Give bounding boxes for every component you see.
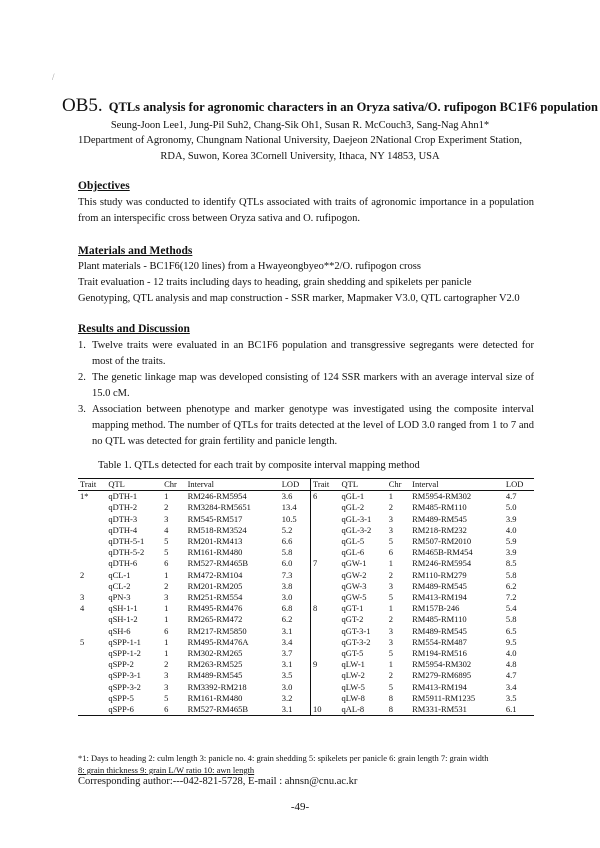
table-cell: 5 (80, 636, 85, 647)
table-cell: 5 (388, 648, 393, 659)
table-cell: RM485-RM110 (412, 502, 467, 513)
abstract-code: OB5. (62, 95, 103, 116)
header-cell: LOD (504, 479, 534, 491)
table-cell: 8 (387, 704, 410, 716)
table-cell: 1 (164, 636, 169, 647)
table-cell (78, 648, 106, 659)
table-cell: 7.2 (505, 592, 517, 603)
table-cell: 1 (164, 614, 169, 625)
table-cell: RM527-RM465B (186, 704, 280, 716)
table-cell: RM507-RM2010 (412, 536, 472, 547)
table-cell: RM263-RM525 (187, 659, 243, 670)
table-cell: 3 (80, 592, 85, 603)
table-row (78, 547, 534, 558)
affiliation-line-1: 1Department of Agronomy, Chungnam National University, Daejeon 2National Crop Experiment Station, (78, 135, 522, 146)
table-header-row (78, 479, 534, 491)
table-cell: 3 (164, 513, 169, 524)
table-cell: 4 (164, 524, 169, 535)
table-cell: qSPP-1-2 (108, 648, 141, 659)
table-footnote: 8: grain thickness 9: grain L/W ratio 10: awn length (78, 765, 255, 775)
table-cell: qGL-5 (341, 536, 365, 547)
table-cell: RM5954-RM302 (412, 659, 472, 670)
table-cell: 6.5 (505, 625, 517, 636)
result-item-text: Association between phenotype and marker genotype was investigated using the composite interval mapping method. The number of QTLs for traits detected at the level of LOD 3.0 ranged from 1 to 7 and no QTL was detected for grain fertility and panicle length. (92, 404, 534, 447)
table-cell: RM485-RM110 (412, 614, 467, 625)
table-row (78, 648, 534, 659)
table-row (78, 626, 534, 637)
table-cell: 3 (388, 524, 393, 535)
table-cell: 13.4 (281, 502, 297, 513)
table-cell: RM495-RM476A (187, 636, 249, 647)
header-cell: LOD (280, 479, 311, 491)
table-cell: 7 (310, 558, 339, 569)
table-cell: qLW-2 (341, 670, 365, 681)
table-cell (310, 592, 339, 603)
table-cell: 1* (80, 491, 89, 502)
abstract-title (62, 95, 598, 117)
header-cell: Interval (186, 479, 280, 491)
table-cell: qGW-3 (341, 580, 367, 591)
table-cell: qDTH-4 (108, 524, 138, 535)
table-row (78, 704, 534, 716)
table-row (78, 670, 534, 681)
table-cell: RM413-RM194 (412, 592, 467, 603)
table-cell: 5.8 (505, 614, 517, 625)
table-cell: qSPP-6 (106, 704, 162, 716)
table-row (78, 693, 534, 704)
table-cell: qGT-3-1 (341, 625, 371, 636)
table-cell: 5 (388, 592, 393, 603)
table-cell: qSPP-5 (108, 692, 134, 703)
table-cell: RM472-RM104 (187, 569, 243, 580)
table-cell: RM302-RM265 (187, 648, 243, 659)
table-cell (310, 570, 339, 581)
corner-mark: / (52, 72, 55, 82)
table-cell: RM201-RM205 (187, 580, 243, 591)
result-item-number: 2. (78, 372, 86, 383)
table-cell: 3.9 (505, 547, 517, 558)
table-cell: 1 (164, 569, 169, 580)
header-cell: Interval (410, 479, 504, 491)
table-cell: 3.4 (281, 636, 293, 647)
table-cell: RM218-RM232 (412, 524, 467, 535)
table-cell: RM331-RM531 (410, 704, 504, 716)
table-cell: RM489-RM545 (412, 580, 467, 591)
table-cell: RM545-RM517 (187, 513, 243, 524)
table-cell: RM527-RM465B (187, 558, 249, 569)
header-cell: QTL (339, 479, 386, 491)
table-cell: qCL-2 (108, 580, 131, 591)
table-cell: 4.8 (505, 659, 517, 670)
table-cell: qLW-8 (341, 692, 365, 703)
table-cell (78, 514, 106, 525)
table-cell: 3 (164, 592, 169, 603)
table-cell: 5 (164, 536, 169, 547)
table-cell: 5 (388, 536, 393, 547)
table-cell: 5.0 (505, 502, 517, 513)
table-cell: 5.4 (505, 603, 517, 614)
table-row (78, 536, 534, 547)
table-cell: qSPP-2 (108, 659, 134, 670)
table-cell: 3.6 (281, 491, 293, 502)
table-cell: 3 (388, 580, 393, 591)
table-cell (78, 659, 106, 670)
table-cell: qGL-3-1 (341, 513, 372, 524)
table-cell: RM3392-RM218 (187, 681, 247, 692)
table-cell: 10.5 (281, 513, 297, 524)
table-cell: 5 (164, 692, 169, 703)
table-cell: 4.7 (505, 670, 517, 681)
result-item-number: 3. (78, 404, 86, 415)
table-cell: 1 (164, 648, 169, 659)
result-item-text: Twelve traits were evaluated in an BC1F6 population and transgressive segregants were detected for most of the traits. (92, 340, 534, 367)
table-cell: 5.9 (505, 536, 517, 547)
table-cell (310, 581, 339, 592)
table-cell: 6.1 (504, 704, 534, 716)
table-cell: 3.5 (281, 670, 293, 681)
header-cell: Trait (310, 479, 339, 491)
table-cell (78, 536, 106, 547)
table-cell: RM413-RM194 (412, 681, 467, 692)
table-cell (310, 648, 339, 659)
table-cell: 4.0 (505, 648, 517, 659)
table-cell: 3.9 (505, 513, 517, 524)
methods-line: Trait evaluation - 12 traits including days to heading, grain shedding and spikelets per panicle (78, 277, 472, 288)
table-cell (310, 693, 339, 704)
table-cell: 6.8 (281, 603, 293, 614)
result-item (78, 338, 534, 370)
table-cell (78, 670, 106, 681)
table-cell (78, 614, 106, 625)
table-cell: RM161-RM480 (187, 547, 243, 558)
table-row (78, 558, 534, 569)
table-cell: qDTH-3 (108, 513, 138, 524)
table-cell: RM5954-RM302 (412, 491, 472, 502)
table-cell: 2 (164, 580, 169, 591)
table-cell: 3 (164, 681, 169, 692)
methods-heading: Materials and Methods (78, 245, 193, 257)
table-cell: qGT-5 (341, 648, 364, 659)
table-cell: qGW-1 (341, 558, 367, 569)
table-cell: 1 (388, 558, 393, 569)
methods-line: Genotyping, QTL analysis and map construction - SSR marker, Mapmaker V3.0, QTL cartographer V2.0 (78, 293, 520, 304)
table-cell: qGT-3-2 (341, 636, 371, 647)
table-cell: qSPP-3-1 (108, 670, 141, 681)
table-cell: 3.2 (281, 692, 293, 703)
table-cell: 5.2 (281, 524, 293, 535)
table-cell: 4.0 (505, 524, 517, 535)
table-cell: 9 (310, 659, 339, 670)
table-cell (310, 502, 339, 513)
table-row (78, 525, 534, 536)
table-cell: qPN-3 (108, 592, 131, 603)
table-cell: RM157B-246 (412, 603, 460, 614)
table-cell: 1 (388, 491, 393, 502)
table-cell (310, 514, 339, 525)
table-row (78, 682, 534, 693)
table-row (78, 491, 534, 503)
table-cell: RM279-RM6895 (412, 670, 472, 681)
table-cell: qGL-6 (341, 547, 365, 558)
table-caption: Table 1. QTLs detected for each trait by composite interval mapping method (98, 460, 420, 471)
author-list: Seung-Joon Lee1, Jung-Pil Suh2, Chang-Sik Oh1, Susan R. McCouch3, Sang-Nag Ahn1* (110, 120, 490, 131)
table-cell (310, 626, 339, 637)
table-cell: 5 (388, 681, 393, 692)
table-cell: qGT-1 (341, 603, 364, 614)
table-cell: 6.2 (281, 614, 293, 625)
methods-line: Plant materials - BC1F6(120 lines) from a Hwayeongbyeo**2/O. rufipogon cross (78, 261, 421, 272)
table-cell: RM554-RM487 (412, 636, 467, 647)
table-cell (78, 547, 106, 558)
table-cell: 8 (310, 603, 339, 614)
table-row (78, 592, 534, 603)
table-cell: 3.1 (281, 659, 293, 670)
table-cell (310, 547, 339, 558)
table-cell: 1 (388, 603, 393, 614)
table-cell (78, 626, 106, 637)
result-item (78, 370, 534, 402)
table-cell: RM110-RM279 (412, 569, 467, 580)
table-cell: 6 (164, 558, 169, 569)
table-cell: qGL-1 (341, 491, 365, 502)
qtl-table (78, 478, 534, 716)
table-cell: 1 (164, 603, 169, 614)
table-cell: 3.4 (505, 681, 517, 692)
table-cell (78, 581, 106, 592)
table-cell: 4.7 (505, 491, 517, 502)
header-cell: Trait (78, 479, 106, 491)
table-cell: 6.6 (281, 536, 293, 547)
table-cell: RM251-RM554 (187, 592, 243, 603)
table-cell (78, 558, 106, 569)
table-row (78, 570, 534, 581)
table-cell: 2 (388, 670, 393, 681)
table-cell: RM194-RM516 (412, 648, 467, 659)
table-cell: 8 (388, 692, 393, 703)
table-cell: RM265-RM472 (187, 614, 243, 625)
table-cell: 3 (388, 513, 393, 524)
title-text: QTLs analysis for agronomic characters in an Oryza sativa/O. rufipogon BC1F6 population (108, 100, 598, 114)
table-cell: 6 (162, 704, 185, 716)
result-item-number: 1. (78, 340, 86, 351)
table-cell (78, 693, 106, 704)
result-item-text: The genetic linkage map was developed consisting of 124 SSR markers with an average interval size of 15.0 cM. (92, 372, 534, 399)
table-cell: 4 (80, 603, 85, 614)
table-cell: 2 (388, 614, 393, 625)
table-cell: 10 (310, 704, 339, 716)
table-cell: qDTH-5-1 (108, 536, 145, 547)
table-cell: RM3284-RM5651 (187, 502, 251, 513)
table-cell: qCL-1 (108, 569, 131, 580)
table-cell: qSH-6 (108, 625, 131, 636)
table-cell: RM246-RM5954 (187, 491, 247, 502)
objectives-heading: Objectives (78, 180, 130, 192)
table-cell: 6 (310, 491, 339, 503)
table-row (78, 637, 534, 648)
header-cell: Chr (387, 479, 410, 491)
table-cell: 2 (388, 569, 393, 580)
table-cell: 3 (164, 670, 169, 681)
table-cell: 3.1 (280, 704, 311, 716)
table-cell: qSH-1-2 (108, 614, 138, 625)
table-cell: 5.8 (505, 569, 517, 580)
header-cell: QTL (106, 479, 162, 491)
table-cell: 3.1 (281, 625, 293, 636)
table-cell: qDTH-6 (108, 558, 138, 569)
table-cell: qGL-2 (341, 502, 365, 513)
table-cell (78, 704, 106, 716)
table-cell: RM465B-RM454 (412, 547, 473, 558)
result-item (78, 402, 534, 450)
table-cell: 3.8 (281, 580, 293, 591)
table-cell: 3 (388, 636, 393, 647)
table-cell (310, 536, 339, 547)
table-cell: qSH-1-1 (108, 603, 138, 614)
table-cell: 2 (164, 659, 169, 670)
table-cell (78, 502, 106, 513)
table-cell: qLW-1 (341, 659, 365, 670)
table-cell: qDTH-5-2 (108, 547, 145, 558)
table-cell: 1 (388, 659, 393, 670)
table-cell: RM201-RM413 (187, 536, 243, 547)
table-cell: 6 (388, 547, 393, 558)
table-body (78, 491, 534, 716)
table-cell: RM518-RM3524 (187, 524, 247, 535)
table-cell: 6 (164, 625, 169, 636)
table-footnote: *1: Days to heading 2: culm length 3: panicle no. 4: grain shedding 5: spikelets per panicle 6: grain length 7: grain width (78, 753, 489, 763)
table-cell: RM495-RM476 (187, 603, 243, 614)
table-cell (310, 614, 339, 625)
table-cell: RM217-RM5850 (187, 625, 247, 636)
table-cell: qGW-2 (341, 569, 367, 580)
table-cell: qGL-3-2 (341, 524, 372, 535)
table-cell: 2 (80, 569, 85, 580)
table-row (78, 603, 534, 614)
corresponding-author: Corresponding author:---042-821-5728, E-mail : ahnsn@cnu.ac.kr (78, 776, 358, 787)
table-cell: RM489-RM545 (187, 670, 243, 681)
table-cell: 3.0 (281, 592, 293, 603)
table-cell (310, 637, 339, 648)
table-cell (78, 682, 106, 693)
page-number: -49- (290, 801, 310, 813)
table-cell: 3.5 (505, 692, 517, 703)
table-row (78, 659, 534, 670)
table-cell (310, 525, 339, 536)
table-cell: 5.8 (281, 547, 293, 558)
table-cell: qSPP-3-2 (108, 681, 141, 692)
table-cell: 5 (164, 547, 169, 558)
table-cell: qAL-8 (339, 704, 386, 716)
table-cell: 2 (164, 502, 169, 513)
table-cell: 1 (164, 491, 169, 502)
table-cell: qGW-5 (341, 592, 367, 603)
table-cell: qDTH-2 (108, 502, 138, 513)
table-cell: RM161-RM480 (187, 692, 243, 703)
table-cell: qGT-2 (341, 614, 364, 625)
affiliation-line-2: RDA, Suwon, Korea 3Cornell University, Ithaca, NY 14853, USA (160, 151, 440, 162)
table-cell: 3 (388, 625, 393, 636)
table-row (78, 581, 534, 592)
header-cell: Chr (162, 479, 185, 491)
table-cell: 8.5 (505, 558, 517, 569)
table-cell: 3.7 (281, 648, 293, 659)
table-cell (78, 525, 106, 536)
objectives-text: This study was conducted to identify QTLs associated with traits of agronomic importance in a population from an interspecific cross between Oryza sativa and O. rufipogon. (78, 197, 534, 224)
table-cell: RM246-RM5954 (412, 558, 472, 569)
results-heading: Results and Discussion (78, 323, 190, 335)
table-cell: qDTH-1 (108, 491, 138, 502)
table-cell: 6.2 (505, 580, 517, 591)
table-cell: 9.5 (505, 636, 517, 647)
table-cell (310, 670, 339, 681)
table-cell: 2 (388, 502, 393, 513)
table-cell: qSPP-1-1 (108, 636, 141, 647)
table-cell: RM489-RM545 (412, 513, 467, 524)
table-cell: qLW-5 (341, 681, 365, 692)
table-row (78, 514, 534, 525)
table-cell: RM489-RM545 (412, 625, 467, 636)
table-cell (310, 682, 339, 693)
table-row (78, 502, 534, 513)
table-cell: 6.0 (281, 558, 293, 569)
table-cell: RM5911-RM1235 (412, 692, 476, 703)
table-cell: 7.3 (281, 569, 293, 580)
table-row (78, 614, 534, 625)
table-cell: 3.0 (281, 681, 293, 692)
